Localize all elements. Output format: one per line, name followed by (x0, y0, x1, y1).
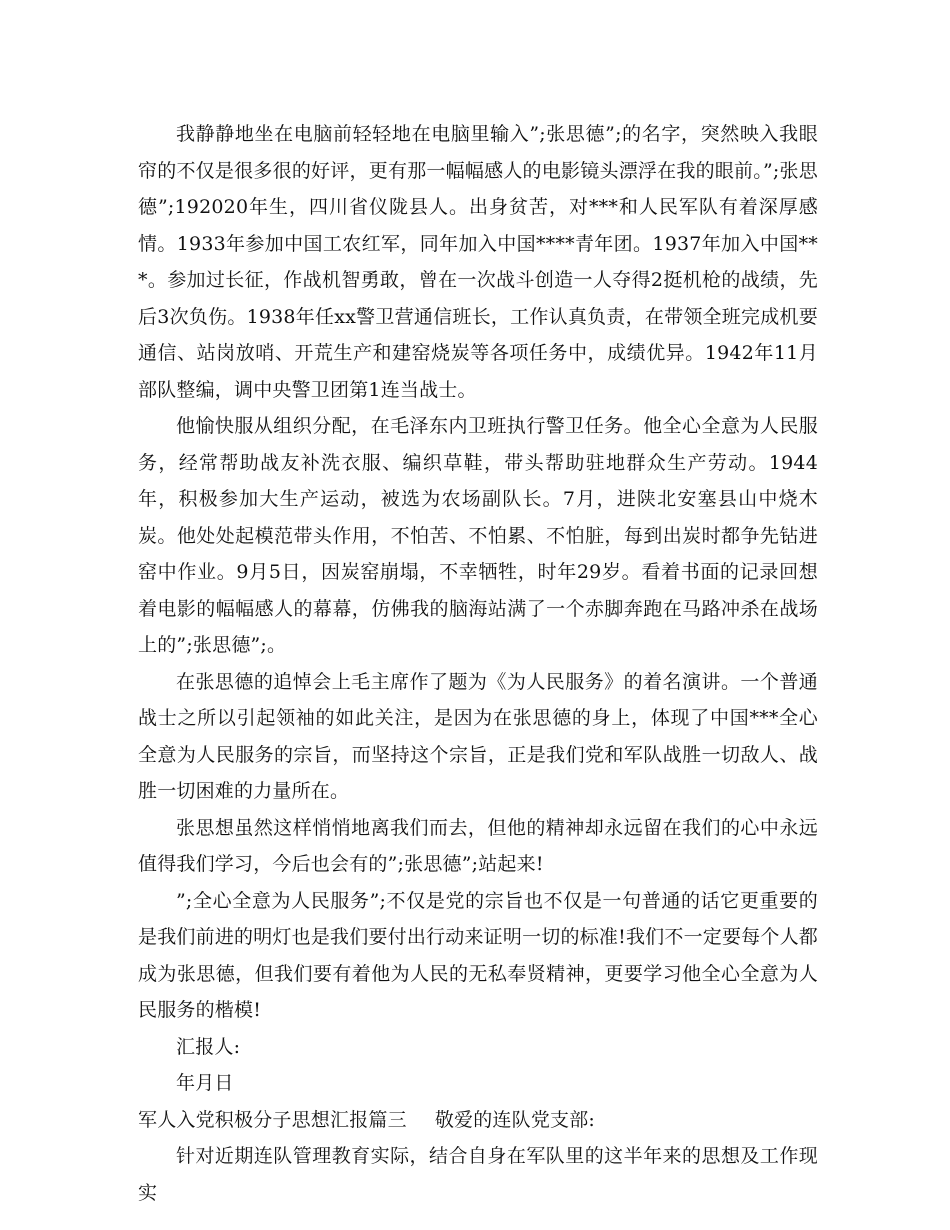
section-heading-line (138, 1102, 818, 1139)
paragraph-last: 针对近期连队管理教育实际，结合自身在军队里的这半年来的思想及工作现实 (138, 1145, 818, 1204)
salutation: 敬爱的连队党支部: (434, 1108, 596, 1131)
paragraph-5: ”;全心全意为人民服务”;不仅是党的宗旨也不仅是一句普通的话它更重要的是我们前进的明灯也是我们要付出行动来证明一切的标准!我们不一定要每个人都成为张思德，但我们要有着他为人民的无私奉贤精神，更要学习他全心全意为人民服务的楷模! (138, 889, 818, 1021)
paragraph-2: 他愉快服从组织分配，在毛泽东内卫班执行警卫任务。他全心全意为人民服务，经常帮助战友补洗衣服、编织草鞋，带头帮助驻地群众生产劳动。1944年，积极参加大生产运动，被选为农场副队长。7月，进陕北安塞县山中烧木炭。他处处起模范带头作用，不怕苦、不怕累、不怕脏，每到出炭时都争先钻进窑中作业。9月5日，因炭窑崩塌，不幸牺牲，时年29岁。看着书面的记录回想着电影的幅幅感人的幕幕，仿佛我的脑海站满了一个赤脚奔跑在马路冲杀在战场上的”;张思德”;。 (138, 415, 818, 656)
section-heading: 军人入党积极分子思想汇报篇三 (138, 1108, 407, 1131)
paragraph-4: 张思想虽然这样悄悄地离我们而去，但他的精神却永远留在我们的心中永远值得我们学习，今后也会有的”;张思德”;站起来! (138, 816, 818, 875)
reporter-label: 汇报人: (176, 1035, 241, 1058)
document-page (138, 116, 818, 1211)
paragraph-1: 我静静地坐在电脑前轻轻地在电脑里输入”;张思德”;的名字，突然映入我眼帘的不仅是很多很的好评，更有那一幅幅感人的电影镜头漂浮在我的眼前。”;张思德”;192020年生，四川省仪陇县人。出身贫苦，对***和人民军队有着深厚感情。1933年参加中国工农红军，同年加入中国****青年团。1937年加入中国***。参加过长征，作战机智勇敢，曾在一次战斗创造一人夺得2挺机枪的战绩，先后3次负伤。1938年任xx警卫营通信班长，工作认真负责，在带领全班完成机要通信、站岗放哨、开荒生产和建窑烧炭等各项任务中，成绩优异。1942年11月部队整编，调中央警卫团第1连当战士。 (138, 123, 818, 401)
date-label: 年月日 (176, 1072, 234, 1094)
paragraph-3: 在张思德的追悼会上毛主席作了题为《为人民服务》的着名演讲。一个普通战士之所以引起领袖的如此关注，是因为在张思德的身上，体现了中国***全心全意为人民服务的宗旨，而坚持这个宗旨，正是我们党和军队战胜一切敌人、战胜一切困难的力量所在。 (138, 670, 818, 802)
